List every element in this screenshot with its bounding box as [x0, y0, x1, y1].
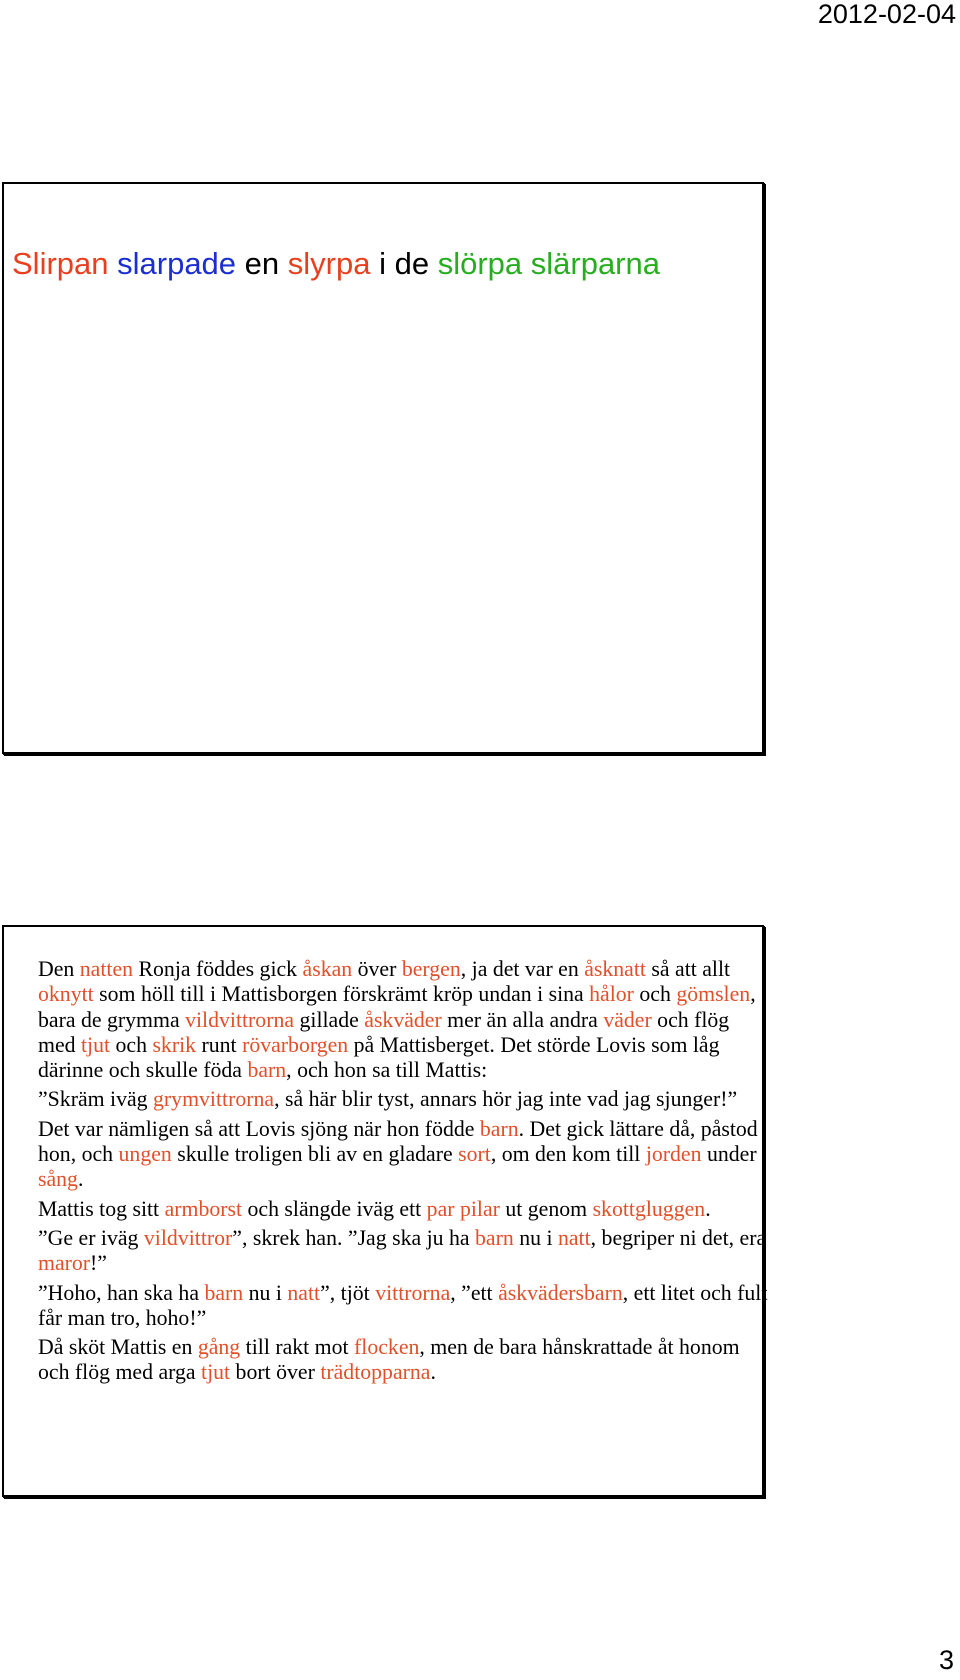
highlighted-word: skrik [152, 1032, 197, 1057]
text-segment: . Det gick lättare då, påstod hon, och [38, 1116, 758, 1167]
text-segment: ”, skrek han. ”Jag ska ju ha [232, 1225, 476, 1250]
text-segment: . [430, 1360, 436, 1385]
text-segment: Ronja föddes gick [133, 957, 303, 981]
page-date: 2012-02-04 [817, 0, 956, 29]
text-segment: !” [90, 1251, 107, 1276]
title-word: slörpa [437, 246, 523, 281]
highlighted-word: barn [479, 1116, 519, 1141]
text-segment: till rakt mot [240, 1335, 355, 1360]
text-segment: , och hon sa till Mattis: [286, 1058, 488, 1083]
text-segment: , ja det var en [460, 957, 585, 981]
text-segment: ”Ge er iväg [38, 1225, 144, 1250]
text-segment: ”, tjöt [320, 1280, 376, 1305]
text-segment: , begriper ni det, era [590, 1225, 767, 1250]
story-paragraph [38, 1117, 768, 1193]
title-word: en [236, 246, 288, 281]
text-segment: ”Skräm iväg [38, 1087, 154, 1112]
highlighted-word: natt [557, 1225, 591, 1250]
highlighted-word: grymvittrorna [153, 1087, 275, 1112]
highlighted-word: vittrorna [375, 1280, 451, 1305]
text-segment: så att allt [645, 957, 731, 981]
highlighted-word: maror [38, 1251, 91, 1276]
text-segment: och slängde iväg ett [242, 1196, 427, 1221]
text-segment: , men de bara hånskrattade åt honom och flög med arga [38, 1335, 740, 1385]
highlighted-word: skottgluggen [592, 1196, 706, 1221]
text-segment: , bara de grymma [38, 982, 756, 1032]
highlighted-word: åskväder [364, 1007, 442, 1032]
text-segment: och [110, 1032, 153, 1057]
highlighted-word: gång [197, 1335, 241, 1360]
highlighted-word: barn [247, 1058, 287, 1083]
text-segment: Den [38, 957, 80, 981]
text-segment: som höll till i Mattisborgen förskrämt kröp undan i sina [93, 982, 590, 1007]
story-paragraph [38, 1087, 768, 1112]
text-segment: , så här blir tyst, annars hör jag inte vad jag sjunger!” [274, 1087, 738, 1112]
highlighted-word: natten [79, 957, 134, 981]
highlighted-word: bergen [401, 957, 461, 981]
highlighted-word: barn [475, 1225, 514, 1250]
highlighted-word: gömslen [676, 982, 751, 1007]
highlighted-word: ungen [118, 1142, 172, 1167]
text-segment: . [705, 1196, 711, 1221]
text-segment: , ”ett [450, 1280, 499, 1305]
story-paragraph [38, 957, 768, 1083]
highlighted-word: hålor [589, 982, 634, 1007]
highlighted-word: natt [287, 1280, 321, 1305]
title-word [109, 246, 118, 281]
text-segment: . [77, 1167, 84, 1192]
highlighted-word: armborst [164, 1196, 243, 1221]
text-segment: , om den kom till [490, 1142, 646, 1167]
highlighted-word: barn [204, 1280, 244, 1305]
highlighted-word: rövarborgen [242, 1032, 349, 1057]
slide-title [12, 246, 660, 282]
highlighted-word: väder [603, 1007, 652, 1032]
text-segment: skulle troligen bli av en gladare [171, 1142, 459, 1167]
highlighted-word: vildvittror [143, 1225, 233, 1250]
page-number: 3 [938, 1645, 954, 1675]
title-word: slarpade [117, 246, 237, 281]
highlighted-word: vildvittrorna [185, 1007, 295, 1032]
highlighted-word: åsknatt [584, 957, 646, 981]
highlighted-word: sång [38, 1167, 78, 1192]
text-segment: och [633, 982, 677, 1007]
text-segment: , ett litet och fult får man tro, hoho!” [38, 1280, 768, 1330]
story-paragraph [38, 1281, 768, 1332]
highlighted-word: par [426, 1196, 455, 1221]
text-segment: gillade [294, 1007, 365, 1032]
highlighted-word: oknytt [38, 982, 94, 1007]
text-segment: på Mattisberget. Det störde Lovis som låg därinne och skulle föda [38, 1032, 720, 1083]
highlighted-word: tjut [201, 1360, 231, 1385]
story-text [38, 957, 768, 1390]
highlighted-word: flocken [354, 1335, 420, 1360]
title-word: slärparna [530, 246, 660, 281]
title-word: i de [370, 246, 438, 281]
slide-1 [2, 182, 764, 754]
text-segment: ut genom [499, 1196, 593, 1221]
text-segment: mer än alla andra [441, 1007, 604, 1032]
highlighted-word: åskvädersbarn [498, 1280, 623, 1305]
highlighted-word: jorden [645, 1142, 702, 1167]
text-segment: nu i [513, 1225, 558, 1250]
text-segment: Då sköt Mattis en [38, 1335, 198, 1360]
highlighted-word: pilar [459, 1196, 500, 1221]
text-segment: Mattis tog sitt [38, 1196, 165, 1221]
story-paragraph [38, 1226, 768, 1277]
story-paragraph [38, 1197, 768, 1222]
highlighted-word: tjut [80, 1032, 111, 1057]
text-segment: under [701, 1142, 757, 1167]
highlighted-word: sort [458, 1142, 491, 1167]
text-segment: över [352, 957, 402, 981]
title-word: Slirpan [12, 246, 109, 281]
text-segment: nu i [243, 1280, 288, 1305]
story-paragraph [38, 1335, 768, 1386]
text-segment: ”Hoho, han ska ha [38, 1280, 205, 1305]
text-segment: runt [196, 1032, 243, 1057]
title-word [522, 246, 531, 281]
highlighted-word: trädtopparna [320, 1360, 431, 1385]
text-segment: och flög med [38, 1007, 730, 1057]
title-word: slyrpa [287, 246, 371, 281]
highlighted-word: åskan [302, 957, 353, 981]
text-segment: Det var nämligen så att Lovis sjöng när hon födde [38, 1116, 480, 1141]
slide-2 [2, 925, 768, 1497]
text-segment: bort över [230, 1360, 321, 1385]
